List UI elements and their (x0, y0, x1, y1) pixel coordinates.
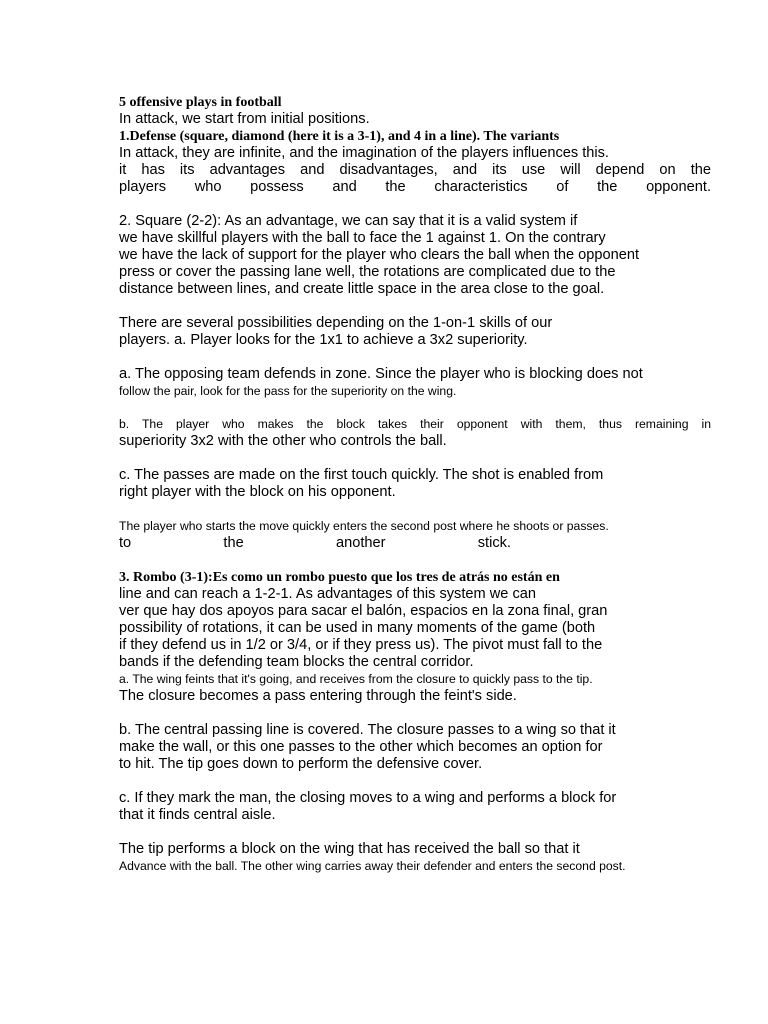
text-line: c. The passes are made on the first touch quickly. The shot is enabled from (119, 467, 604, 483)
text-line: follow the pair, look for the pass for the superiority on the wing. (119, 384, 457, 398)
text-line: to the another stick. (119, 535, 511, 551)
document-title: 5 offensive plays in football (119, 95, 282, 110)
paragraph-gap (119, 400, 711, 416)
text-line: superiority 3x2 with the other who controls the ball. (119, 433, 447, 449)
text-line: b. The player who makes the block takes their opponent with them, thus remaining in (119, 417, 711, 431)
text-line: that it finds central aisle. (119, 807, 276, 823)
text-line: line and can reach a 1-2-1. As advantages of this system we can (119, 586, 536, 602)
paragraph-gap (119, 196, 711, 213)
text-line: There are several possibilities depending on the 1-on-1 skills of our (119, 315, 553, 331)
text-line: 2. Square (2-2): As an advantage, we can say that it is a valid system if (119, 213, 578, 229)
text-line: to hit. The tip goes down to perform the defensive cover. (119, 756, 483, 772)
text-line: bands if the defending team blocks the central corridor. (119, 654, 474, 670)
text-line: players who possess and the characteristics of the opponent. (119, 179, 711, 195)
text-line: The player who starts the move quickly enters the second post where he shoots or passes. (119, 519, 609, 533)
paragraph-gap (119, 298, 711, 315)
section-heading: 3. Rombo (3-1):Es como un rombo puesto que los tres de atrás no están en (119, 570, 560, 585)
text-line: a. The wing feints that it's going, and receives from the closure to quickly pass to the tip. (119, 672, 593, 686)
document-page (119, 94, 711, 875)
text-line: we have the lack of support for the player who clears the ball when the opponent (119, 247, 640, 263)
section-heading: 1.Defense (square, diamond (here it is a 3-1), and 4 in a line). The variants (119, 129, 560, 144)
text-line: players. a. Player looks for the 1x1 to achieve a 3x2 superiority. (119, 332, 528, 348)
text-line: In attack, we start from initial positions. (119, 111, 370, 127)
paragraph-gap (119, 552, 711, 569)
text-line: Advance with the ball. The other wing carries away their defender and enters the second post. (119, 859, 626, 873)
paragraph-gap (119, 773, 711, 790)
text-line: The tip performs a block on the wing that has received the ball so that it (119, 841, 580, 857)
text-line: make the wall, or this one passes to the other which becomes an option for (119, 739, 603, 755)
paragraph-gap (119, 705, 711, 722)
text-line: The closure becomes a pass entering through the feint's side. (119, 688, 517, 704)
text-line: we have skillful players with the ball to face the 1 against 1. On the contrary (119, 230, 606, 246)
text-line: distance between lines, and create little space in the area close to the goal. (119, 281, 605, 297)
text-line: press or cover the passing lane well, the rotations are complicated due to the (119, 264, 616, 280)
paragraph-gap (119, 824, 711, 841)
text-line: c. If they mark the man, the closing moves to a wing and performs a block for (119, 790, 617, 806)
text-line: if they defend us in 1/2 or 3/4, or if they press us). The pivot must fall to the (119, 637, 603, 653)
paragraph-gap (119, 349, 711, 366)
text-line: a. The opposing team defends in zone. Since the player who is blocking does not (119, 366, 643, 382)
text-line: possibility of rotations, it can be used in many moments of the game (both (119, 620, 596, 636)
paragraph-gap (119, 450, 711, 467)
paragraph-gap (119, 501, 711, 518)
text-line: b. The central passing line is covered. The closure passes to a wing so that it (119, 722, 616, 738)
text-line: right player with the block on his opponent. (119, 484, 396, 500)
text-line: it has its advantages and disadvantages, and its use will depend on the (119, 162, 711, 178)
text-line: ver que hay dos apoyos para sacar el balón, espacios en la zona final, gran (119, 603, 608, 619)
text-line: In attack, they are infinite, and the imagination of the players influences this. (119, 145, 609, 161)
